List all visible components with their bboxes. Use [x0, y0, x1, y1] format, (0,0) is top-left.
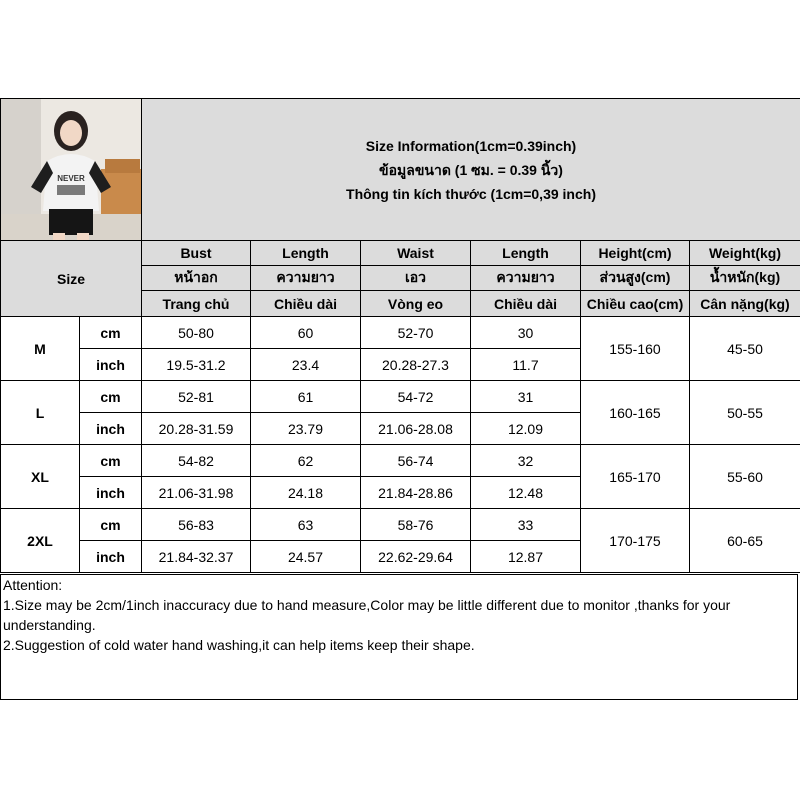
- xl-length-cm: 62: [251, 445, 361, 477]
- m-waist-inch: 20.28-27.3: [361, 349, 471, 381]
- xl-waist-inch: 21.84-28.86: [361, 477, 471, 509]
- title-line-en: Size Information(1cm=0.39inch): [365, 137, 577, 154]
- 2xl-bust-cm: 56-83: [142, 509, 251, 541]
- col-bust-vi: Trang chủ: [142, 291, 251, 317]
- col-length2-en: Length: [471, 241, 581, 266]
- size-chart: [0, 98, 800, 702]
- unit-inch: inch: [80, 349, 142, 381]
- size-label-2xl: 2XL: [1, 509, 80, 573]
- 2xl-length-inch: 24.57: [251, 541, 361, 573]
- l-height: 160-165: [581, 381, 690, 445]
- xl-bust-cm: 54-82: [142, 445, 251, 477]
- unit-cm: cm: [80, 317, 142, 349]
- col-waist-vi: Vòng eo: [361, 291, 471, 317]
- size-table: [0, 98, 800, 573]
- size-label-m: M: [1, 317, 80, 381]
- l-length-cm: 61: [251, 381, 361, 413]
- title-block: [142, 99, 800, 241]
- col-length-en: Length: [251, 241, 361, 266]
- 2xl-length-cm: 63: [251, 509, 361, 541]
- m-bust-cm: 50-80: [142, 317, 251, 349]
- unit-cm: cm: [80, 381, 142, 413]
- 2xl-waist-inch: 22.62-29.64: [361, 541, 471, 573]
- 2xl-height: 170-175: [581, 509, 690, 573]
- l-bust-cm: 52-81: [142, 381, 251, 413]
- unit-inch: inch: [80, 477, 142, 509]
- xl-weight: 55-60: [690, 445, 800, 509]
- xl-height: 165-170: [581, 445, 690, 509]
- m-bust-inch: 19.5-31.2: [142, 349, 251, 381]
- col-waist-en: Waist: [361, 241, 471, 266]
- col-length2-th: ความยาว: [471, 266, 581, 291]
- unit-inch: inch: [80, 541, 142, 573]
- unit-cm: cm: [80, 445, 142, 477]
- col-bust-th: หน้าอก: [142, 266, 251, 291]
- attention-line-2: 2.Suggestion of cold water hand washing,it can help items keep their shape.: [3, 637, 475, 653]
- title-line-th: ข้อมูลขนาด (1 ซม. = 0.39 นิ้ว): [379, 161, 563, 178]
- 2xl-waist-cm: 58-76: [361, 509, 471, 541]
- col-height-vi: Chiều cao(cm): [581, 291, 690, 317]
- 2xl-weight: 60-65: [690, 509, 800, 573]
- xl-length2-inch: 12.48: [471, 477, 581, 509]
- col-height-th: ส่วนสูง(cm): [581, 266, 690, 291]
- m-length2-cm: 30: [471, 317, 581, 349]
- m-length-cm: 60: [251, 317, 361, 349]
- 2xl-bust-inch: 21.84-32.37: [142, 541, 251, 573]
- col-waist-th: เอว: [361, 266, 471, 291]
- m-height: 155-160: [581, 317, 690, 381]
- l-weight: 50-55: [690, 381, 800, 445]
- l-waist-cm: 54-72: [361, 381, 471, 413]
- unit-cm: cm: [80, 509, 142, 541]
- l-length-inch: 23.79: [251, 413, 361, 445]
- m-waist-cm: 52-70: [361, 317, 471, 349]
- attention-heading: Attention:: [3, 577, 63, 593]
- xl-bust-inch: 21.06-31.98: [142, 477, 251, 509]
- size-header: Size: [1, 241, 142, 317]
- unit-inch: inch: [80, 413, 142, 445]
- 2xl-length2-inch: 12.87: [471, 541, 581, 573]
- xl-length-inch: 24.18: [251, 477, 361, 509]
- col-weight-vi: Cân nặng(kg): [690, 291, 800, 317]
- col-length2-vi: Chiều dài: [471, 291, 581, 317]
- m-length2-inch: 11.7: [471, 349, 581, 381]
- col-height-en: Height(cm): [581, 241, 690, 266]
- product-photo: [1, 99, 142, 241]
- col-bust-en: Bust: [142, 241, 251, 266]
- size-label-xl: XL: [1, 445, 80, 509]
- attention-notes: [0, 574, 798, 700]
- col-length-th: ความยาว: [251, 266, 361, 291]
- attention-line-1: 1.Size may be 2cm/1inch inaccuracy due to hand measure,Color may be little different due to monitor ,thanks for your understanding.: [3, 597, 731, 633]
- shirt-print-text: NEVER: [57, 174, 85, 183]
- l-length2-cm: 31: [471, 381, 581, 413]
- m-length-inch: 23.4: [251, 349, 361, 381]
- xl-length2-cm: 32: [471, 445, 581, 477]
- col-length-vi: Chiều dài: [251, 291, 361, 317]
- l-length2-inch: 12.09: [471, 413, 581, 445]
- col-weight-en: Weight(kg): [690, 241, 800, 266]
- l-bust-inch: 20.28-31.59: [142, 413, 251, 445]
- xl-waist-cm: 56-74: [361, 445, 471, 477]
- 2xl-length2-cm: 33: [471, 509, 581, 541]
- l-waist-inch: 21.06-28.08: [361, 413, 471, 445]
- col-weight-th: น้ำหนัก(kg): [690, 266, 800, 291]
- title-line-vi: Thông tin kích thước (1cm=0,39 inch): [346, 185, 596, 202]
- size-label-l: L: [1, 381, 80, 445]
- m-weight: 45-50: [690, 317, 800, 381]
